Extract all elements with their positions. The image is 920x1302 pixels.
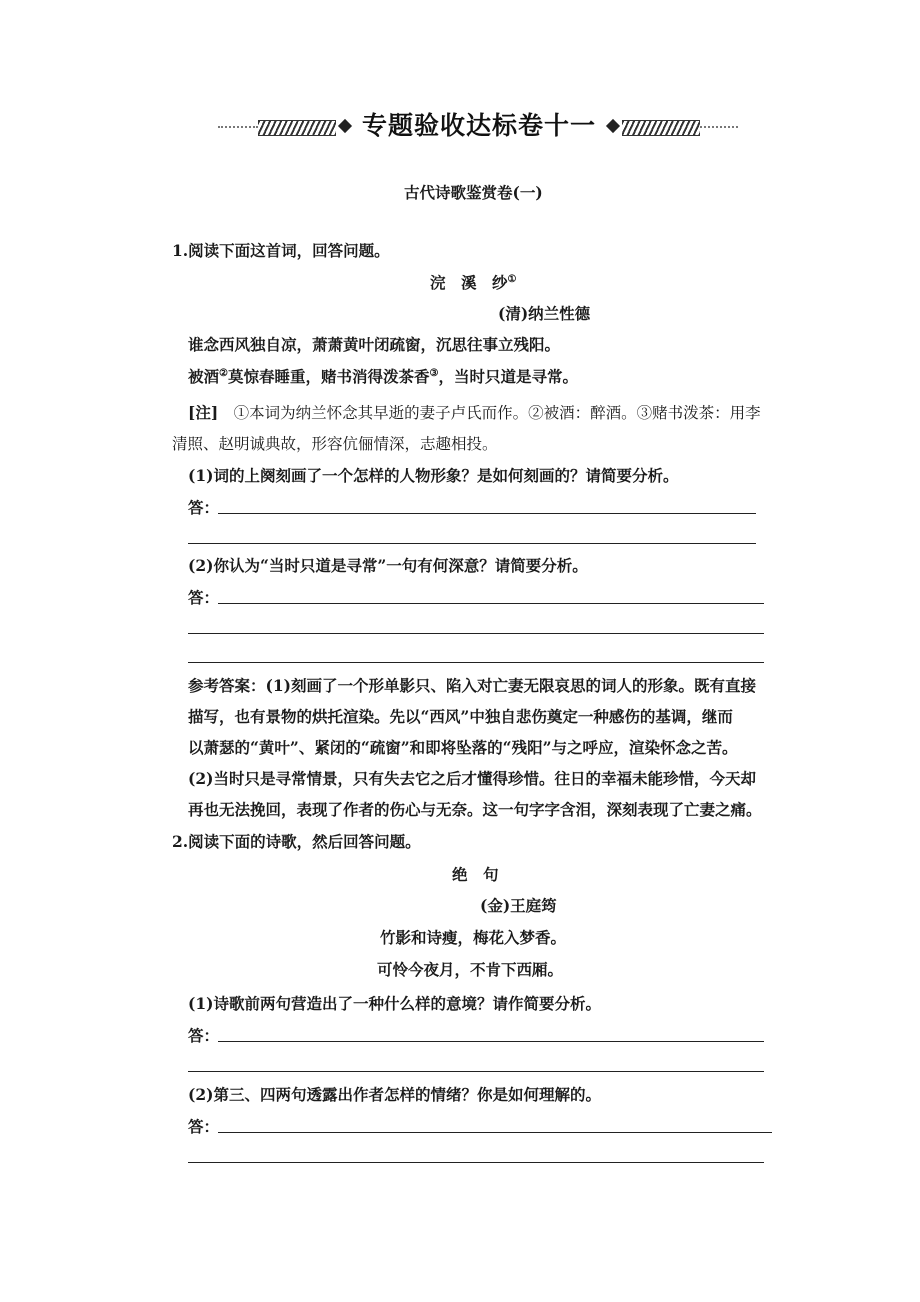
q1-answer-label-2: 答： bbox=[188, 588, 220, 607]
title-banner bbox=[218, 111, 738, 140]
ref-answer-line-1: 参考答案：(1)刻画了一个形单影只、陷入对亡妻无限哀思的词人的形象。既有直接 bbox=[188, 676, 756, 695]
q2-sub-question-2: (2)第三、四两句透露出作者怎样的情绪？你是如何理解的。 bbox=[188, 1085, 601, 1104]
answer-line[interactable] bbox=[188, 1071, 764, 1072]
q1-note-line-1: [注] ①本词为纳兰怀念其早逝的妻子卢氏而作。②被酒：醉酒。③赌书泼茶：用李 bbox=[188, 403, 761, 422]
ref-answer-line-5: 再也无法挽回，表现了作者的伤心与无奈。这一句字字含泪，深刻表现了亡妻之痛。 bbox=[188, 800, 762, 819]
ref-answer-line-3: 以萧瑟的“黄叶”、紧闭的“疏窗”和即将坠落的“残阳”与之呼应，渲染怀念之苦。 bbox=[188, 738, 738, 757]
q1-poem-line-2: 被酒②莫惊春睡重，赌书消得泼茶香③，当时只道是寻常。 bbox=[188, 367, 578, 386]
q2-poem-line-1: 竹影和诗瘦，梅花入梦香。 bbox=[380, 928, 567, 947]
ref-answer-line-4: (2)当时只是寻常情景，只有失去它之后才懂得珍惜。往日的幸福未能珍惜，今天却 bbox=[188, 769, 756, 788]
answer-line[interactable] bbox=[188, 543, 756, 544]
answer-line[interactable] bbox=[188, 662, 764, 663]
answer-line[interactable] bbox=[188, 633, 764, 634]
footnote-mark: ③ bbox=[429, 368, 439, 379]
footnote-mark: ① bbox=[507, 274, 517, 285]
banner-hatch-right bbox=[622, 120, 700, 136]
banner-title: 专题验收达标卷十一 bbox=[361, 111, 596, 140]
q1-sub-question-1: (1)词的上阕刻画了一个怎样的人物形象？是如何刻画的？请简要分析。 bbox=[188, 466, 679, 485]
q1-answer-label-1: 答： bbox=[188, 498, 220, 517]
q2-poem-line-2: 可怜今夜月，不肯下西厢。 bbox=[377, 960, 564, 979]
page-subtitle: 古代诗歌鉴赏卷(一) bbox=[404, 183, 543, 202]
q1-poem-title: 浣 溪 纱① bbox=[430, 273, 517, 292]
q2-author: (金)王庭筠 bbox=[480, 896, 557, 915]
q1-prompt: 1.阅读下面这首词，回答问题。 bbox=[172, 241, 390, 260]
answer-line[interactable] bbox=[188, 1162, 764, 1163]
q1-sub-question-2: (2)你认为“当时只道是寻常”一句有何深意？请简要分析。 bbox=[188, 556, 588, 575]
q2-sub-question-1: (1)诗歌前两句营造出了一种什么样的意境？请作简要分析。 bbox=[188, 994, 601, 1013]
q2-answer-label-1: 答： bbox=[188, 1026, 220, 1045]
answer-line[interactable] bbox=[218, 513, 756, 514]
banner-hatch-left bbox=[258, 120, 336, 136]
q2-answer-label-2: 答： bbox=[188, 1117, 220, 1136]
q2-prompt: 2.阅读下面的诗歌，然后回答问题。 bbox=[172, 832, 421, 851]
q2-poem-title: 绝 句 bbox=[452, 865, 499, 884]
note-label: [注] bbox=[188, 403, 219, 422]
answer-line[interactable] bbox=[218, 1041, 764, 1042]
ref-answer-label: 参考答案： bbox=[188, 676, 266, 695]
banner-dots-right bbox=[700, 126, 738, 130]
banner-dots-left bbox=[218, 126, 258, 130]
q1-author: (清)纳兰性德 bbox=[498, 304, 591, 323]
answer-line[interactable] bbox=[218, 603, 764, 604]
answer-line[interactable] bbox=[218, 1132, 772, 1133]
q1-poem-line-1: 谁念西风独自凉，萧萧黄叶闭疏窗，沉思往事立残阳。 bbox=[188, 335, 561, 354]
ref-answer-line-2: 描写，也有景物的烘托渲染。先以“西风”中独自悲伤奠定一种感伤的基调，继而 bbox=[188, 707, 733, 726]
footnote-mark: ② bbox=[219, 368, 228, 379]
q1-note-line-2: 清照、赵明诚典故，形容伉俪情深，志趣相投。 bbox=[172, 435, 498, 453]
